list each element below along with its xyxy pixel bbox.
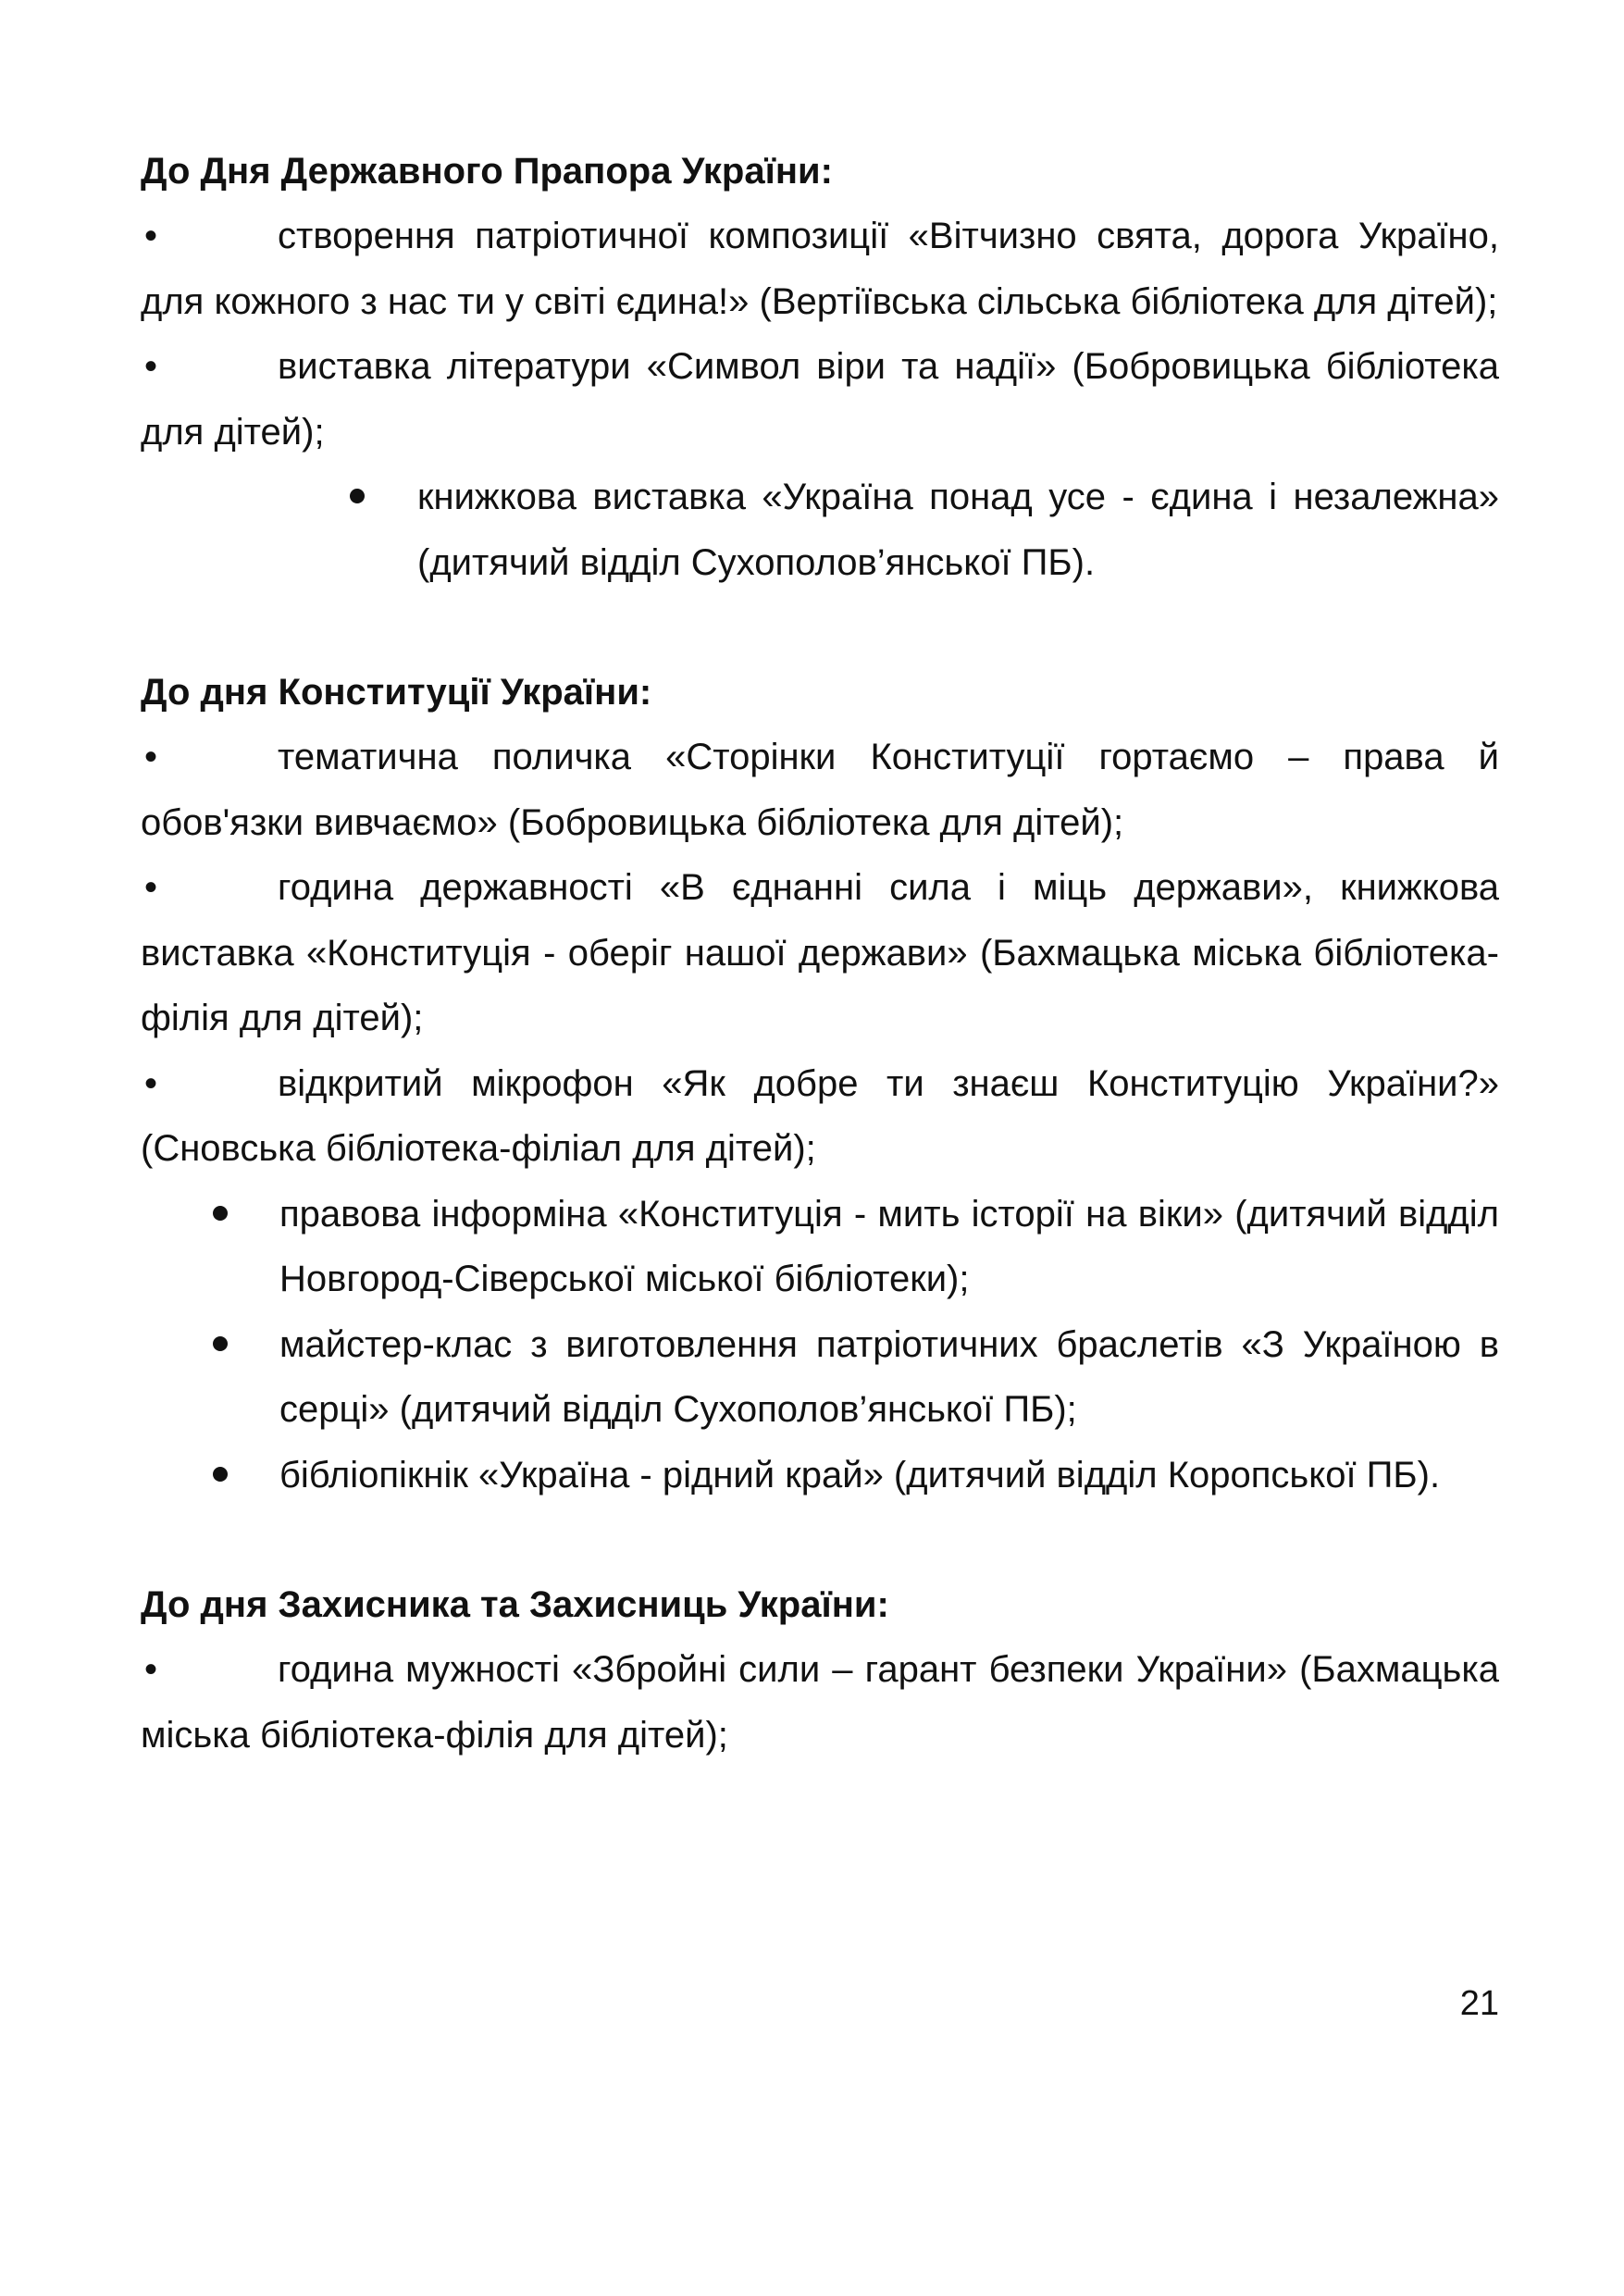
list-item <box>141 1443 1499 1508</box>
bullet-icon: • <box>144 1062 158 1104</box>
list-item-text: виставка літератури «Символ віри та надії» (Бобровицька бібліотека для дітей); <box>141 346 1499 453</box>
list-item-text: тематична поличка «Сторінки Конституції гортаємо – права й обов'язки вивчаємо» (Бобровицька бібліотека для дітей); <box>141 737 1499 843</box>
bullet-icon <box>213 1206 228 1221</box>
list-item <box>141 1182 1499 1312</box>
list-item <box>141 334 1499 465</box>
bullet-icon: • <box>144 867 158 908</box>
list-item-text: година державності «В єднанні сила і міць держави», книжкова виставка «Конституція - оберіг нашої держави» (Бахмацька міська бібліотека-філія для дітей); <box>141 867 1499 1038</box>
bullet-icon: • <box>144 216 158 256</box>
bullet-icon: • <box>144 346 158 387</box>
list-item-text: бібліопікнік «Україна - рідний край» (дитячий відділ Коропської ПБ). <box>279 1454 1441 1496</box>
list-item-text: година мужності «Збройні сили – гарант безпеки України» (Бахмацька міська бібліотека-філія для дітей); <box>141 1649 1499 1756</box>
page-number: 21 <box>1459 1984 1499 2023</box>
bullet-icon <box>350 489 365 503</box>
section-heading-flag-day: До Дня Державного Прапора України: <box>141 151 833 192</box>
section-spacer <box>141 1508 1499 1572</box>
section-heading-defenders-day: До дня Захисника та Захисниць України: <box>141 1584 889 1625</box>
list-item-text: відкритий мікрофон «Як добре ти знаєш Конституцію України?» (Сновська бібліотека-філіал для дітей); <box>141 1062 1499 1169</box>
section-heading-constitution-day: До дня Конституції України: <box>141 672 652 713</box>
bullet-icon: • <box>144 1649 158 1690</box>
list-item <box>141 204 1499 334</box>
bullet-icon: • <box>144 737 158 777</box>
list-item-text: правова інформіна «Конституція - мить історії на віки» (дитячий відділ Новгород-Сіверської міської бібліотеки); <box>279 1193 1499 1299</box>
list-item <box>141 1312 1499 1443</box>
bullet-icon <box>213 1336 228 1351</box>
list-item-text: створення патріотичної композиції «Вітчизно свята, дорога Україно, для кожного з нас ти у світі єдина!» (Вертіївська сільська бібліотека для дітей); <box>141 216 1499 322</box>
list-item-text: книжкова виставка «Україна понад усе - єдина і незалежна» (дитячий відділ Сухополов’янської ПБ). <box>417 477 1499 583</box>
list-item <box>141 1051 1499 1182</box>
section-spacer <box>141 595 1499 660</box>
list-item <box>141 1637 1499 1768</box>
bullet-icon <box>213 1467 228 1482</box>
list-item-text: майстер-клас з виготовлення патріотичних браслетів «З Україною в серці» (дитячий відділ Сухополов’янської ПБ); <box>279 1323 1499 1430</box>
document-page <box>141 139 1499 1768</box>
list-item <box>141 725 1499 855</box>
list-item <box>141 855 1499 1051</box>
list-item <box>141 465 1499 595</box>
